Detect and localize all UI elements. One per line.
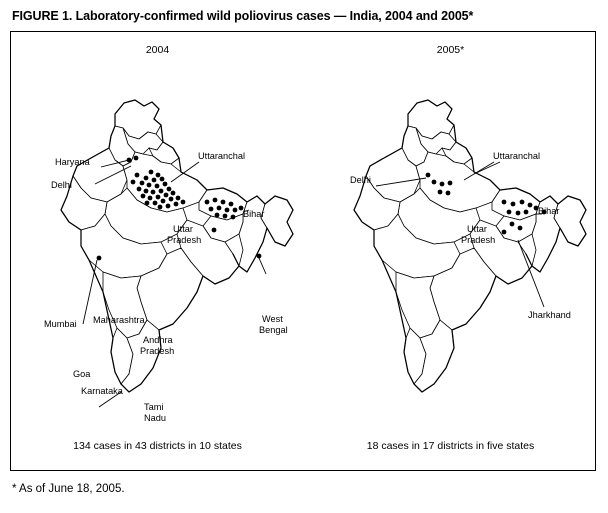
label-uttaranchal: Uttaranchal (198, 151, 245, 161)
figure-footnote: * As of June 18, 2005. (12, 483, 125, 495)
label-west: West (262, 314, 283, 324)
label-pradesh-andhra: Pradesh (140, 346, 175, 356)
figure-box (10, 31, 596, 471)
panel-year-label-2005: 2005* (436, 44, 465, 56)
label-mumbai: Mumbai (44, 319, 77, 329)
label-haryana: Haryana (55, 157, 90, 167)
panel-year-label-2004: 2004 (145, 44, 170, 56)
label-goa: Goa (73, 369, 91, 379)
label-bihar-2005: Bihar (538, 206, 560, 216)
label-bihar: Bihar (243, 209, 265, 219)
label-andhra: Andhra (143, 335, 173, 345)
panel-caption-2005: 18 cases in 17 districts in five states (366, 440, 535, 452)
map-state-boundaries-2005 (354, 100, 586, 392)
label-nadu: Nadu (144, 413, 166, 423)
label-karnataka: Karnataka (81, 386, 123, 396)
label-pradesh-2005: Pradesh (461, 235, 496, 245)
label-delhi-2005: Delhi (350, 175, 371, 185)
label-tami: Tami (144, 402, 164, 412)
map-panel-2004 (11, 32, 304, 470)
figure-title: FIGURE 1. Laboratory-confirmed wild poliovirus cases — India, 2004 and 2005* (12, 9, 474, 23)
label-uttaranchal-2005: Uttaranchal (493, 151, 540, 161)
panel-caption-2004: 134 cases in 43 districts in 10 states (73, 440, 242, 452)
map-panel-2005 (304, 32, 597, 470)
label-delhi: Delhi (51, 180, 72, 190)
label-pradesh: Pradesh (167, 235, 202, 245)
india-map-2005 (304, 62, 597, 457)
label-uttar: Uttar (173, 224, 193, 234)
map-state-boundaries-2004 (61, 100, 293, 392)
label-maharashtra: Maharashtra (93, 315, 145, 325)
label-uttar-2005: Uttar (467, 224, 487, 234)
india-map-2004 (11, 62, 304, 457)
label-jharkhand-2005: Jharkhand (528, 310, 571, 320)
label-bengal: Bengal (259, 325, 288, 335)
